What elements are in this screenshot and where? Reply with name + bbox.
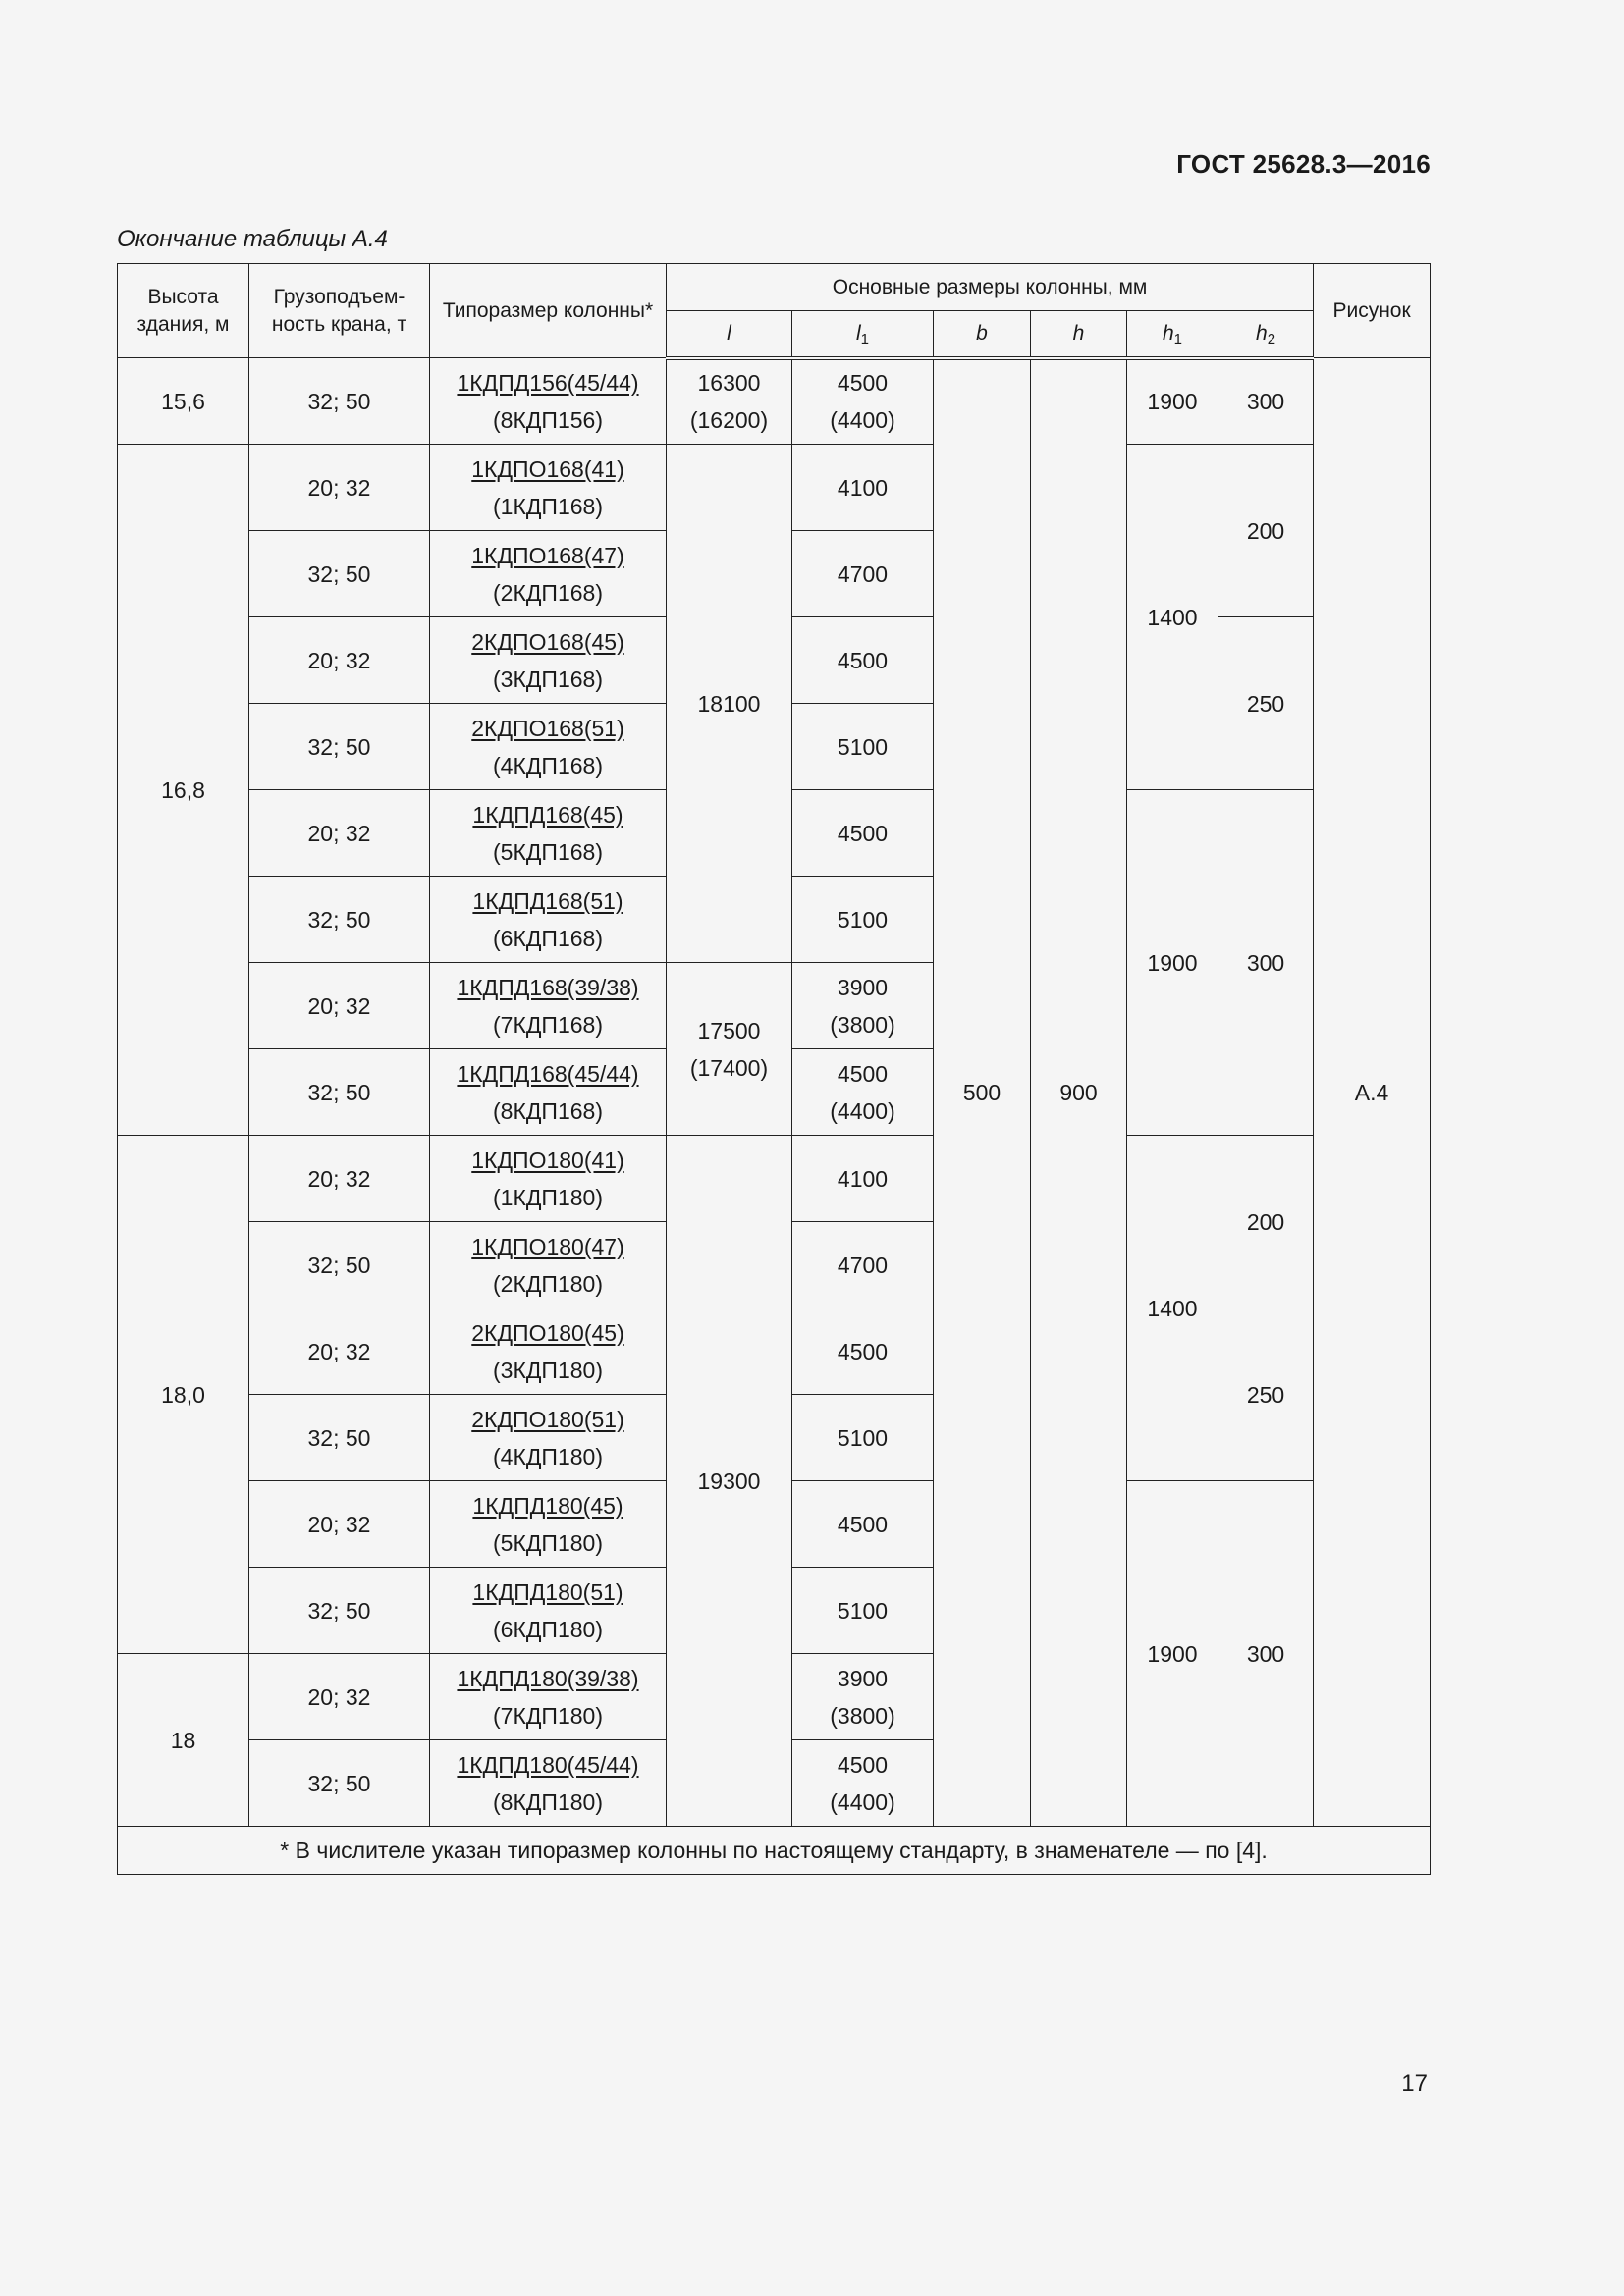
b-cell: 500 [934,358,1031,1827]
table-caption: Окончание таблицы А.4 [117,226,388,252]
header-h2: $h_2$ [1218,311,1314,358]
header-column-size: Типоразмер колонны* [430,264,667,358]
column-size-cell: 1КДПО168(47) (2КДП168) [430,531,667,617]
crane-cell: 32; 50 [249,877,430,963]
building-height-cell: 18,0 [118,1136,249,1654]
l1-cell: 4700 [792,531,934,617]
column-size-cell: 2КДПО180(51) (4КДП180) [430,1395,667,1481]
h1-cell: 1400 [1127,445,1218,790]
crane-cell: 32; 50 [249,1049,430,1136]
h2-cell: 300 [1218,790,1314,1136]
column-size-cell: 1КДПД156(45/44) (8КДП156) [430,358,667,445]
h2-cell: 300 [1218,1481,1314,1827]
l-cell: 18100 [667,445,792,963]
building-height-cell: 15,6 [118,358,249,445]
column-size-cell: 1КДПД168(45) (5КДП168) [430,790,667,877]
crane-cell: 20; 32 [249,1481,430,1568]
crane-cell: 20; 32 [249,617,430,704]
document-number: ГОСТ 25628.3—2016 [1176,149,1431,179]
building-height-cell: 18 [118,1654,249,1827]
header-l: l [667,311,792,358]
table-footnote: * В числителе указан типоразмер колонны по настоящему стандарту, в знаменателе — по [4]. [118,1827,1431,1875]
column-size-cell: 1КДПД180(45) (5КДП180) [430,1481,667,1568]
l1-cell: 4100 [792,445,934,531]
crane-cell: 20; 32 [249,445,430,531]
crane-cell: 20; 32 [249,790,430,877]
l1-cell: 4700 [792,1222,934,1308]
table-row [118,358,1431,445]
crane-cell: 20; 32 [249,1654,430,1740]
h1-cell: 1900 [1127,1481,1218,1827]
h1-cell: 1900 [1127,358,1218,445]
crane-cell: 32; 50 [249,1568,430,1654]
header-figure: Рисунок [1314,264,1431,358]
crane-cell: 32; 50 [249,704,430,790]
crane-cell: 20; 32 [249,1136,430,1222]
h1-cell: 1900 [1127,790,1218,1136]
l1-cell: 3900 (3800) [792,1654,934,1740]
header-main-dimensions: Основные размеры колонны, мм [667,264,1314,311]
column-size-cell: 1КДПО168(41) (1КДП168) [430,445,667,531]
l-cell: 17500 (17400) [667,963,792,1136]
l1-cell: 4100 [792,1136,934,1222]
l1-cell: 4500 (4400) [792,1740,934,1827]
column-size-cell: 1КДПД180(39/38) (7КДП180) [430,1654,667,1740]
l1-cell: 5100 [792,704,934,790]
column-size-cell: 1КДПО180(41) (1КДП180) [430,1136,667,1222]
crane-cell: 20; 32 [249,1308,430,1395]
l1-cell: 4500 [792,1308,934,1395]
header-building-height: Высота здания, м [118,264,249,358]
column-size-cell: 2КДПО180(45) (3КДП180) [430,1308,667,1395]
l1-cell: 4500 [792,617,934,704]
column-size-cell: 1КДПО180(47) (2КДП180) [430,1222,667,1308]
page-number: 17 [1401,2070,1428,2097]
l1-cell: 4500 [792,1481,934,1568]
l1-cell: 5100 [792,877,934,963]
figure-cell: А.4 [1314,358,1431,1827]
header-l1: $l_1$ [792,311,934,358]
header-h1: $h_1$ [1127,311,1218,358]
l1-cell: 4500 [792,790,934,877]
h2-cell: 250 [1218,1308,1314,1481]
column-size-cell: 1КДПД168(45/44) (8КДП168) [430,1049,667,1136]
header-h: h [1031,311,1127,358]
h-cell: 900 [1031,358,1127,1827]
table-footnote-row [118,1827,1431,1875]
h2-cell: 200 [1218,445,1314,617]
l1-cell: 5100 [792,1395,934,1481]
l-cell: 16300 (16200) [667,358,792,445]
column-size-cell: 1КДПД168(39/38) (7КДП168) [430,963,667,1049]
column-size-cell: 1КДПД180(51) (6КДП180) [430,1568,667,1654]
crane-cell: 20; 32 [249,963,430,1049]
column-size-cell: 2КДПО168(51) (4КДП168) [430,704,667,790]
header-b: b [934,311,1031,358]
column-sizes-table [117,263,1431,1875]
h2-cell: 250 [1218,617,1314,790]
crane-cell: 32; 50 [249,1395,430,1481]
column-size-cell: 1КДПД180(45/44) (8КДП180) [430,1740,667,1827]
h1-cell: 1400 [1127,1136,1218,1481]
l-cell: 19300 [667,1136,792,1827]
h2-cell: 200 [1218,1136,1314,1308]
h2-cell: 300 [1218,358,1314,445]
crane-cell: 32; 50 [249,1222,430,1308]
crane-cell: 32; 50 [249,358,430,445]
header-crane-capacity: Грузоподъем-ность крана, т [249,264,430,358]
table-row [118,1136,1431,1222]
l1-cell: 4500 (4400) [792,358,934,445]
building-height-cell: 16,8 [118,445,249,1136]
l1-cell: 3900 (3800) [792,963,934,1049]
crane-cell: 32; 50 [249,531,430,617]
column-size-cell: 1КДПД168(51) (6КДП168) [430,877,667,963]
l1-cell: 4500 (4400) [792,1049,934,1136]
crane-cell: 32; 50 [249,1740,430,1827]
l1-cell: 5100 [792,1568,934,1654]
column-size-cell: 2КДПО168(45) (3КДП168) [430,617,667,704]
table-row [118,445,1431,531]
